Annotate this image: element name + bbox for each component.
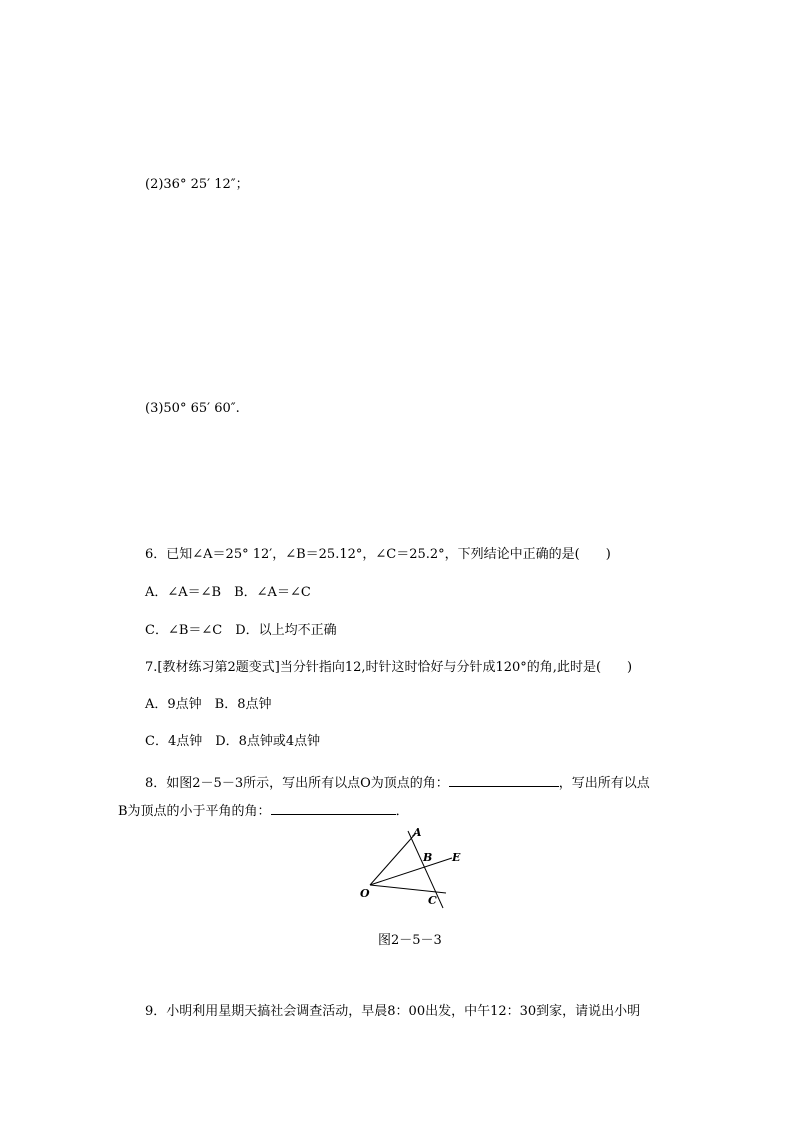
answer-blank-o-angles[interactable]	[449, 772, 559, 787]
question-5-part-2: (2)36° 25′ 12″；	[145, 177, 249, 192]
question-6-stem: 6．已知∠A＝25° 12′，∠B＝25.12°，∠C＝25.2°，下列结论中正确的是( )	[145, 547, 611, 562]
label-c: C	[428, 894, 437, 907]
label-b: B	[423, 851, 433, 864]
question-8-line-1	[145, 772, 650, 793]
answer-blank-b-angles[interactable]	[271, 800, 396, 815]
label-o: O	[360, 887, 370, 900]
question-6-options-ab: A．∠A＝∠B B．∠A＝∠C	[145, 585, 311, 600]
geometry-figure	[350, 825, 470, 915]
line-ac	[408, 831, 443, 908]
question-7-options-cd: C．4点钟 D．8点钟或4点钟	[145, 734, 321, 749]
question-8-line-2	[118, 800, 409, 821]
question-8-text-d: ．	[395, 804, 409, 819]
question-8-text-a: 8．如图2－5－3所示，写出所有以点O为顶点的角：	[145, 776, 449, 791]
question-6-options-cd: C．∠B＝∠C D．以上均不正确	[145, 623, 337, 638]
question-7-options-ab: A．9点钟 B．8点钟	[145, 697, 272, 712]
label-a: A	[413, 826, 422, 839]
question-7-stem: 7.[教材练习第2题变式]当分针指向12,时针这时恰好与分针成120°的角,此时是( )	[145, 660, 633, 675]
question-9-stem: 9．小明利用星期天搞社会调查活动，早晨8：00出发，中午12：30到家，请说出小明	[145, 1004, 641, 1019]
figure-caption: 图2－5－3	[378, 933, 442, 948]
label-e: E	[452, 851, 461, 864]
question-5-part-3: (3)50° 65′ 60″.	[145, 401, 240, 416]
question-8-text-c: B为顶点的小于平角的角：	[118, 804, 271, 819]
question-8-text-b: ，写出所有以点	[558, 776, 650, 791]
